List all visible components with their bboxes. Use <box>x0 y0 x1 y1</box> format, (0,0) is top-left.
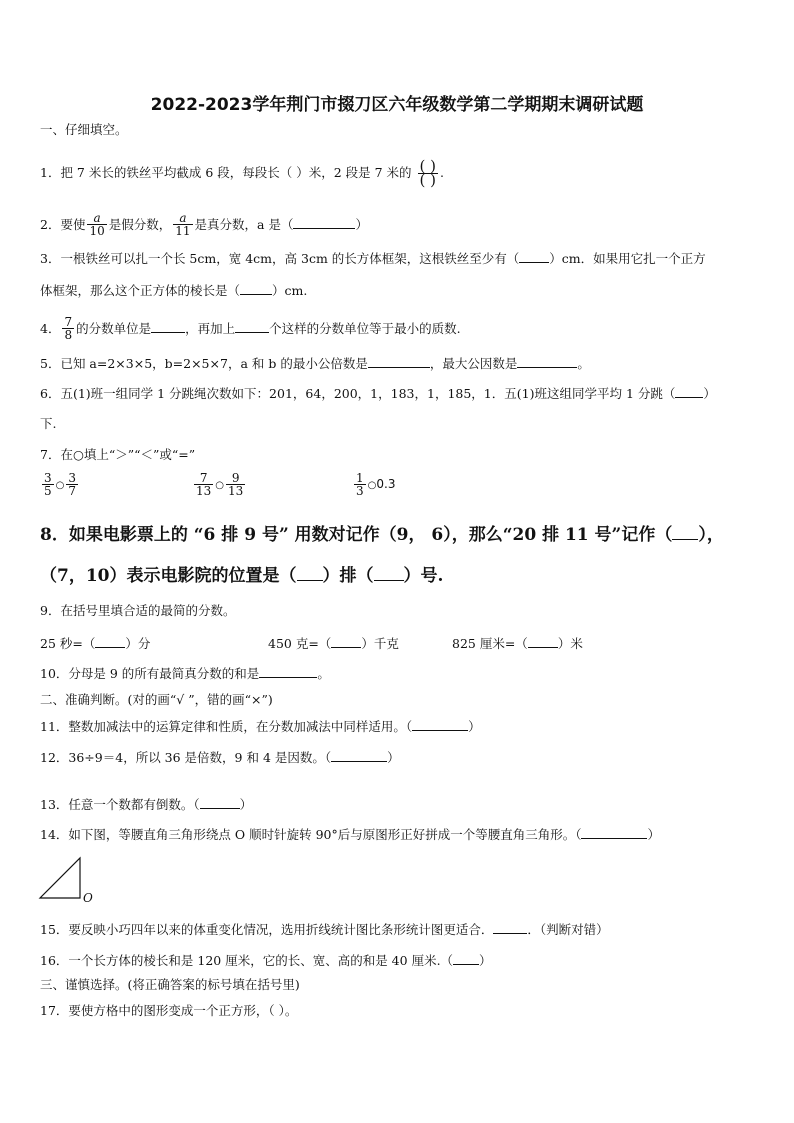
section-1-heading: 一、仔细填空。 <box>40 122 128 137</box>
question-16-text: 16．一个长方体的棱长和是 120 厘米，它的长、宽、高的和是 40 厘米.（ <box>40 953 454 968</box>
question-5-text-b: ，最大公因数是 <box>429 356 518 371</box>
answer-blank[interactable] <box>672 523 698 540</box>
answer-blank[interactable] <box>368 355 430 368</box>
fraction-7-over-8 <box>62 316 74 341</box>
question-6-line-2: 下. <box>40 416 57 431</box>
fraction-denominator: 5 <box>44 484 52 498</box>
fraction-left <box>354 472 366 497</box>
conversion-text: 450 克=（ <box>268 636 332 651</box>
question-6-text: 6．五(1)班一组同学 1 分跳绳次数如下：201，64，200，1，183，1，185，1．五(1)班这组同学平均 1 分跳（ <box>40 386 676 401</box>
answer-blank[interactable] <box>519 250 549 263</box>
question-7-stem: 7．在○填上“＞”“＜”或“=” <box>40 447 196 462</box>
fraction-numerator: 3 <box>44 471 52 485</box>
question-13-text: 13．任意一个数都有倒数。（ <box>40 797 200 812</box>
fraction-right <box>66 472 78 497</box>
question-1 <box>40 157 445 189</box>
fraction-numerator: 7 <box>194 472 213 485</box>
fraction-right <box>226 472 245 497</box>
conversion-text: 825 厘米=（ <box>452 636 528 651</box>
question-1-fraction <box>418 157 438 189</box>
question-17: 17．要使方格中的图形变成一个正方形，（ ）。 <box>40 1003 298 1018</box>
fraction-numerator: a <box>173 212 192 225</box>
question-12 <box>40 749 400 766</box>
compare-circle[interactable]: ○ <box>215 480 225 491</box>
fraction-numerator: 3 <box>68 471 77 485</box>
question-8-line-1 <box>40 523 724 546</box>
question-9-item-a <box>40 634 150 652</box>
answer-blank[interactable] <box>95 635 125 648</box>
question-15-text: 15．要反映小巧四年以来的体重变化情况，选用折线统计图比条形统计图更适合． <box>40 922 494 937</box>
question-14-close: ） <box>647 827 660 842</box>
answer-blank[interactable] <box>235 320 269 333</box>
question-2-text-b: 是假分数， <box>108 217 172 232</box>
answer-blank[interactable] <box>374 564 404 581</box>
question-3-text-c: 体框架，那么这个正方体的棱长是（ <box>40 283 241 298</box>
question-8-text: 8．如果电影票上的 “6 排 9 号” 用数对记作（9， 6），那么“20 排 11 号”记作（ <box>40 525 673 545</box>
answer-blank[interactable] <box>528 635 558 648</box>
answer-blank[interactable] <box>200 796 240 809</box>
answer-blank[interactable] <box>331 749 387 762</box>
fraction-left <box>194 472 213 497</box>
question-3-line-2 <box>40 282 307 299</box>
question-5-text-a: 5．已知 a=2×3×5，b=2×5×7，a 和 b 的最小公倍数是 <box>40 356 368 371</box>
question-13 <box>40 796 252 813</box>
question-4-text-a: 的分数单位是 <box>76 321 152 336</box>
answer-blank[interactable] <box>493 921 527 934</box>
question-12-text: 12．36÷9＝4，所以 36 是倍数，9 和 4 是因数。（ <box>40 750 332 765</box>
point-o-label: O <box>83 891 93 905</box>
question-1-period: . <box>440 165 445 180</box>
fraction-left <box>42 472 54 497</box>
question-15 <box>40 921 609 938</box>
fraction-denominator: 3 <box>356 484 364 498</box>
fraction-numerator: 7 <box>64 315 73 329</box>
question-4-text-c: 个这样的分数单位等于最小的质数. <box>269 321 461 336</box>
question-13-close: ） <box>239 797 253 812</box>
fraction-a-over-10 <box>87 212 106 237</box>
question-4-text-b: ，再加上 <box>185 321 236 336</box>
decimal-value: 0.3 <box>376 477 396 491</box>
question-3-text-d: ）cm. <box>272 283 308 298</box>
question-11-close: ） <box>468 719 481 734</box>
fraction-numerator: 1 <box>356 471 364 485</box>
comparison-item-3 <box>352 472 395 497</box>
question-5-text-c: 。 <box>577 356 590 371</box>
fraction-denominator: 7 <box>68 484 77 498</box>
answer-blank[interactable] <box>293 216 355 229</box>
section-3-heading: 三、谨慎选择。(将正确答案的标号填在括号里) <box>40 977 300 992</box>
question-6-text-b: ） <box>703 386 716 401</box>
question-8-text-d: ）排（ <box>322 566 374 586</box>
fraction-denominator: ( ) <box>419 171 437 189</box>
question-10-period: 。 <box>317 666 330 681</box>
question-12-close: ） <box>387 750 400 765</box>
question-8-text-c: （7，10）表示电影院的位置是（ <box>40 566 297 586</box>
question-4 <box>40 316 461 341</box>
conversion-unit: ）米 <box>557 636 583 651</box>
question-16-close: ） <box>479 953 492 968</box>
question-11-text: 11．整数加减法中的运算定律和性质，在分数加减法中同样适用。（ <box>40 719 413 734</box>
compare-circle[interactable]: ○ <box>55 480 65 491</box>
conversion-unit: ）分 <box>125 636 151 651</box>
conversion-unit: ）千克 <box>361 636 399 651</box>
compare-circle[interactable]: ○ <box>367 480 377 491</box>
answer-blank[interactable] <box>151 320 185 333</box>
question-15-note: ．（判断对错） <box>527 922 609 937</box>
question-5 <box>40 355 590 372</box>
fraction-denominator: 13 <box>196 484 212 498</box>
fraction-numerator: 9 <box>226 472 245 485</box>
question-10 <box>40 665 330 682</box>
question-9-item-b <box>268 634 399 652</box>
section-2-heading: 二、准确判断。(对的画“√ ”，错的画“×”) <box>40 692 273 707</box>
answer-blank[interactable] <box>240 282 272 295</box>
answer-blank[interactable] <box>581 826 647 839</box>
question-3-text-b: ）cm．如果用它扎一个正方 <box>549 251 706 266</box>
question-2 <box>40 212 368 237</box>
question-14-text: 14．如下图，等腰直角三角形绕点 O 顺时针旋转 90°后与原图形正好拼成一个等腰直角三角形。（ <box>40 827 582 842</box>
fraction-denominator: 10 <box>89 224 105 238</box>
question-9-item-c <box>452 634 583 652</box>
answer-blank[interactable] <box>517 355 577 368</box>
fraction-numerator: ( ) <box>419 157 437 175</box>
comparison-item-2 <box>192 472 247 497</box>
question-3-line-1 <box>40 250 706 267</box>
question-10-text: 10．分母是 9 的所有最简真分数的和是 <box>40 666 260 681</box>
fraction-denominator: 13 <box>228 484 244 498</box>
answer-blank[interactable] <box>331 635 361 648</box>
answer-blank[interactable] <box>675 385 703 398</box>
fraction-numerator: a <box>87 212 106 225</box>
answer-blank[interactable] <box>412 718 468 731</box>
question-2-text-c: 是真分数，a 是（ <box>194 217 294 232</box>
question-16 <box>40 952 492 969</box>
question-8-text-e: ）号. <box>403 566 444 586</box>
page-title: 2022-2023学年荆门市掇刀区六年级数学第二学期期末调研试题 <box>150 95 644 115</box>
question-2-text-a: 2．要使 <box>40 217 86 232</box>
conversion-text: 25 秒=（ <box>40 636 96 651</box>
answer-blank[interactable] <box>453 952 479 965</box>
question-8-text-b: ）， <box>698 525 724 545</box>
fraction-a-over-11 <box>173 212 192 237</box>
question-1-text: 1．把 7 米长的铁丝平均截成 6 段，每段长（ ）米，2 段是 7 米的 <box>40 165 412 180</box>
comparison-item-1 <box>40 472 80 497</box>
question-8-line-2 <box>40 564 443 587</box>
question-4-number: 4． <box>40 321 61 336</box>
fraction-denominator: 11 <box>175 224 191 238</box>
question-9-stem: 9．在括号里填合适的最简的分数。 <box>40 603 236 618</box>
question-14 <box>40 826 660 843</box>
answer-blank[interactable] <box>259 665 317 678</box>
question-2-text-d: ） <box>355 217 368 232</box>
question-3-text: 3．一根铁丝可以扎一个长 5cm，宽 4cm，高 3cm 的长方体框架，这根铁丝至少有（ <box>40 251 520 266</box>
fraction-denominator: 8 <box>64 328 73 342</box>
question-11 <box>40 718 481 735</box>
answer-blank[interactable] <box>297 564 323 581</box>
question-6-line-1 <box>40 385 716 402</box>
